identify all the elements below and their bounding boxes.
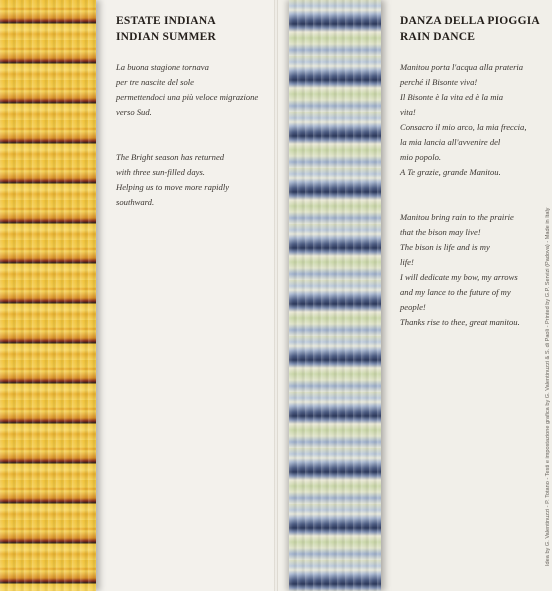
yellow-knit-swatch [0, 0, 96, 591]
poem-line: Manitou bring rain to the prairie [400, 212, 514, 222]
poem-line: southward. [116, 197, 155, 207]
poem-line: mio popolo. [400, 152, 442, 162]
indian-summer-title [116, 13, 216, 45]
poem-line: Consacro il mio arco, la mia freccia, [400, 122, 527, 132]
poem-line: The bison is life and is my [400, 242, 490, 252]
poem-line: permettendoci una più veloce migrazione [116, 92, 259, 102]
poem-line: Thanks rise to thee, great manitou. [400, 317, 520, 327]
title-italian: ESTATE INDIANA [116, 15, 216, 27]
poem-line: vita! [400, 107, 416, 117]
poem-line: A Te grazie, grande Manitou. [400, 167, 501, 177]
poem-line: perché il Bisonte viva! [400, 77, 478, 87]
poem-english [116, 150, 229, 210]
poem-line: I will dedicate my bow, my arrows [400, 272, 518, 282]
poem-line: Il Bisonte è la vita ed è la mia [400, 92, 504, 102]
poem-italian [116, 60, 258, 120]
blue-knit-swatch [289, 0, 381, 591]
poem-line: per tre nascite del sole [116, 77, 194, 87]
poem-line: people! [400, 302, 426, 312]
credits-vertical: Idea by G. Valentinuzzi - P. Totano - Testi e impostazione grafica by G. Valentinuzzi & S. di Paoli - Printed by G.P. Servizi (Padova) - Made in Italy [545, 207, 551, 566]
title-english: INDIAN SUMMER [116, 31, 217, 43]
poem-line: Manitou porta l'acqua alla prateria [400, 62, 524, 72]
poem-english [400, 210, 520, 330]
title-italian: DANZA DELLA PIOGGIA [400, 15, 540, 27]
poem-line: life! [400, 257, 414, 267]
poem-line: Helping us to move more rapidly [116, 182, 230, 192]
rain-dance-title [400, 13, 540, 45]
poem-italian [400, 60, 527, 180]
poem-line: la mia lancia all'avvenire del [400, 137, 501, 147]
poem-line: with three sun-filled days. [116, 167, 205, 177]
poem-line: that the bison may live! [400, 227, 481, 237]
page-fold [274, 0, 278, 591]
poem-line: La buona stagione tornava [116, 62, 209, 72]
poem-line: The Bright season has returned [116, 152, 225, 162]
poem-line: and my lance to the future of my [400, 287, 511, 297]
title-english: RAIN DANCE [400, 31, 476, 43]
poem-line: verso Sud. [116, 107, 152, 117]
